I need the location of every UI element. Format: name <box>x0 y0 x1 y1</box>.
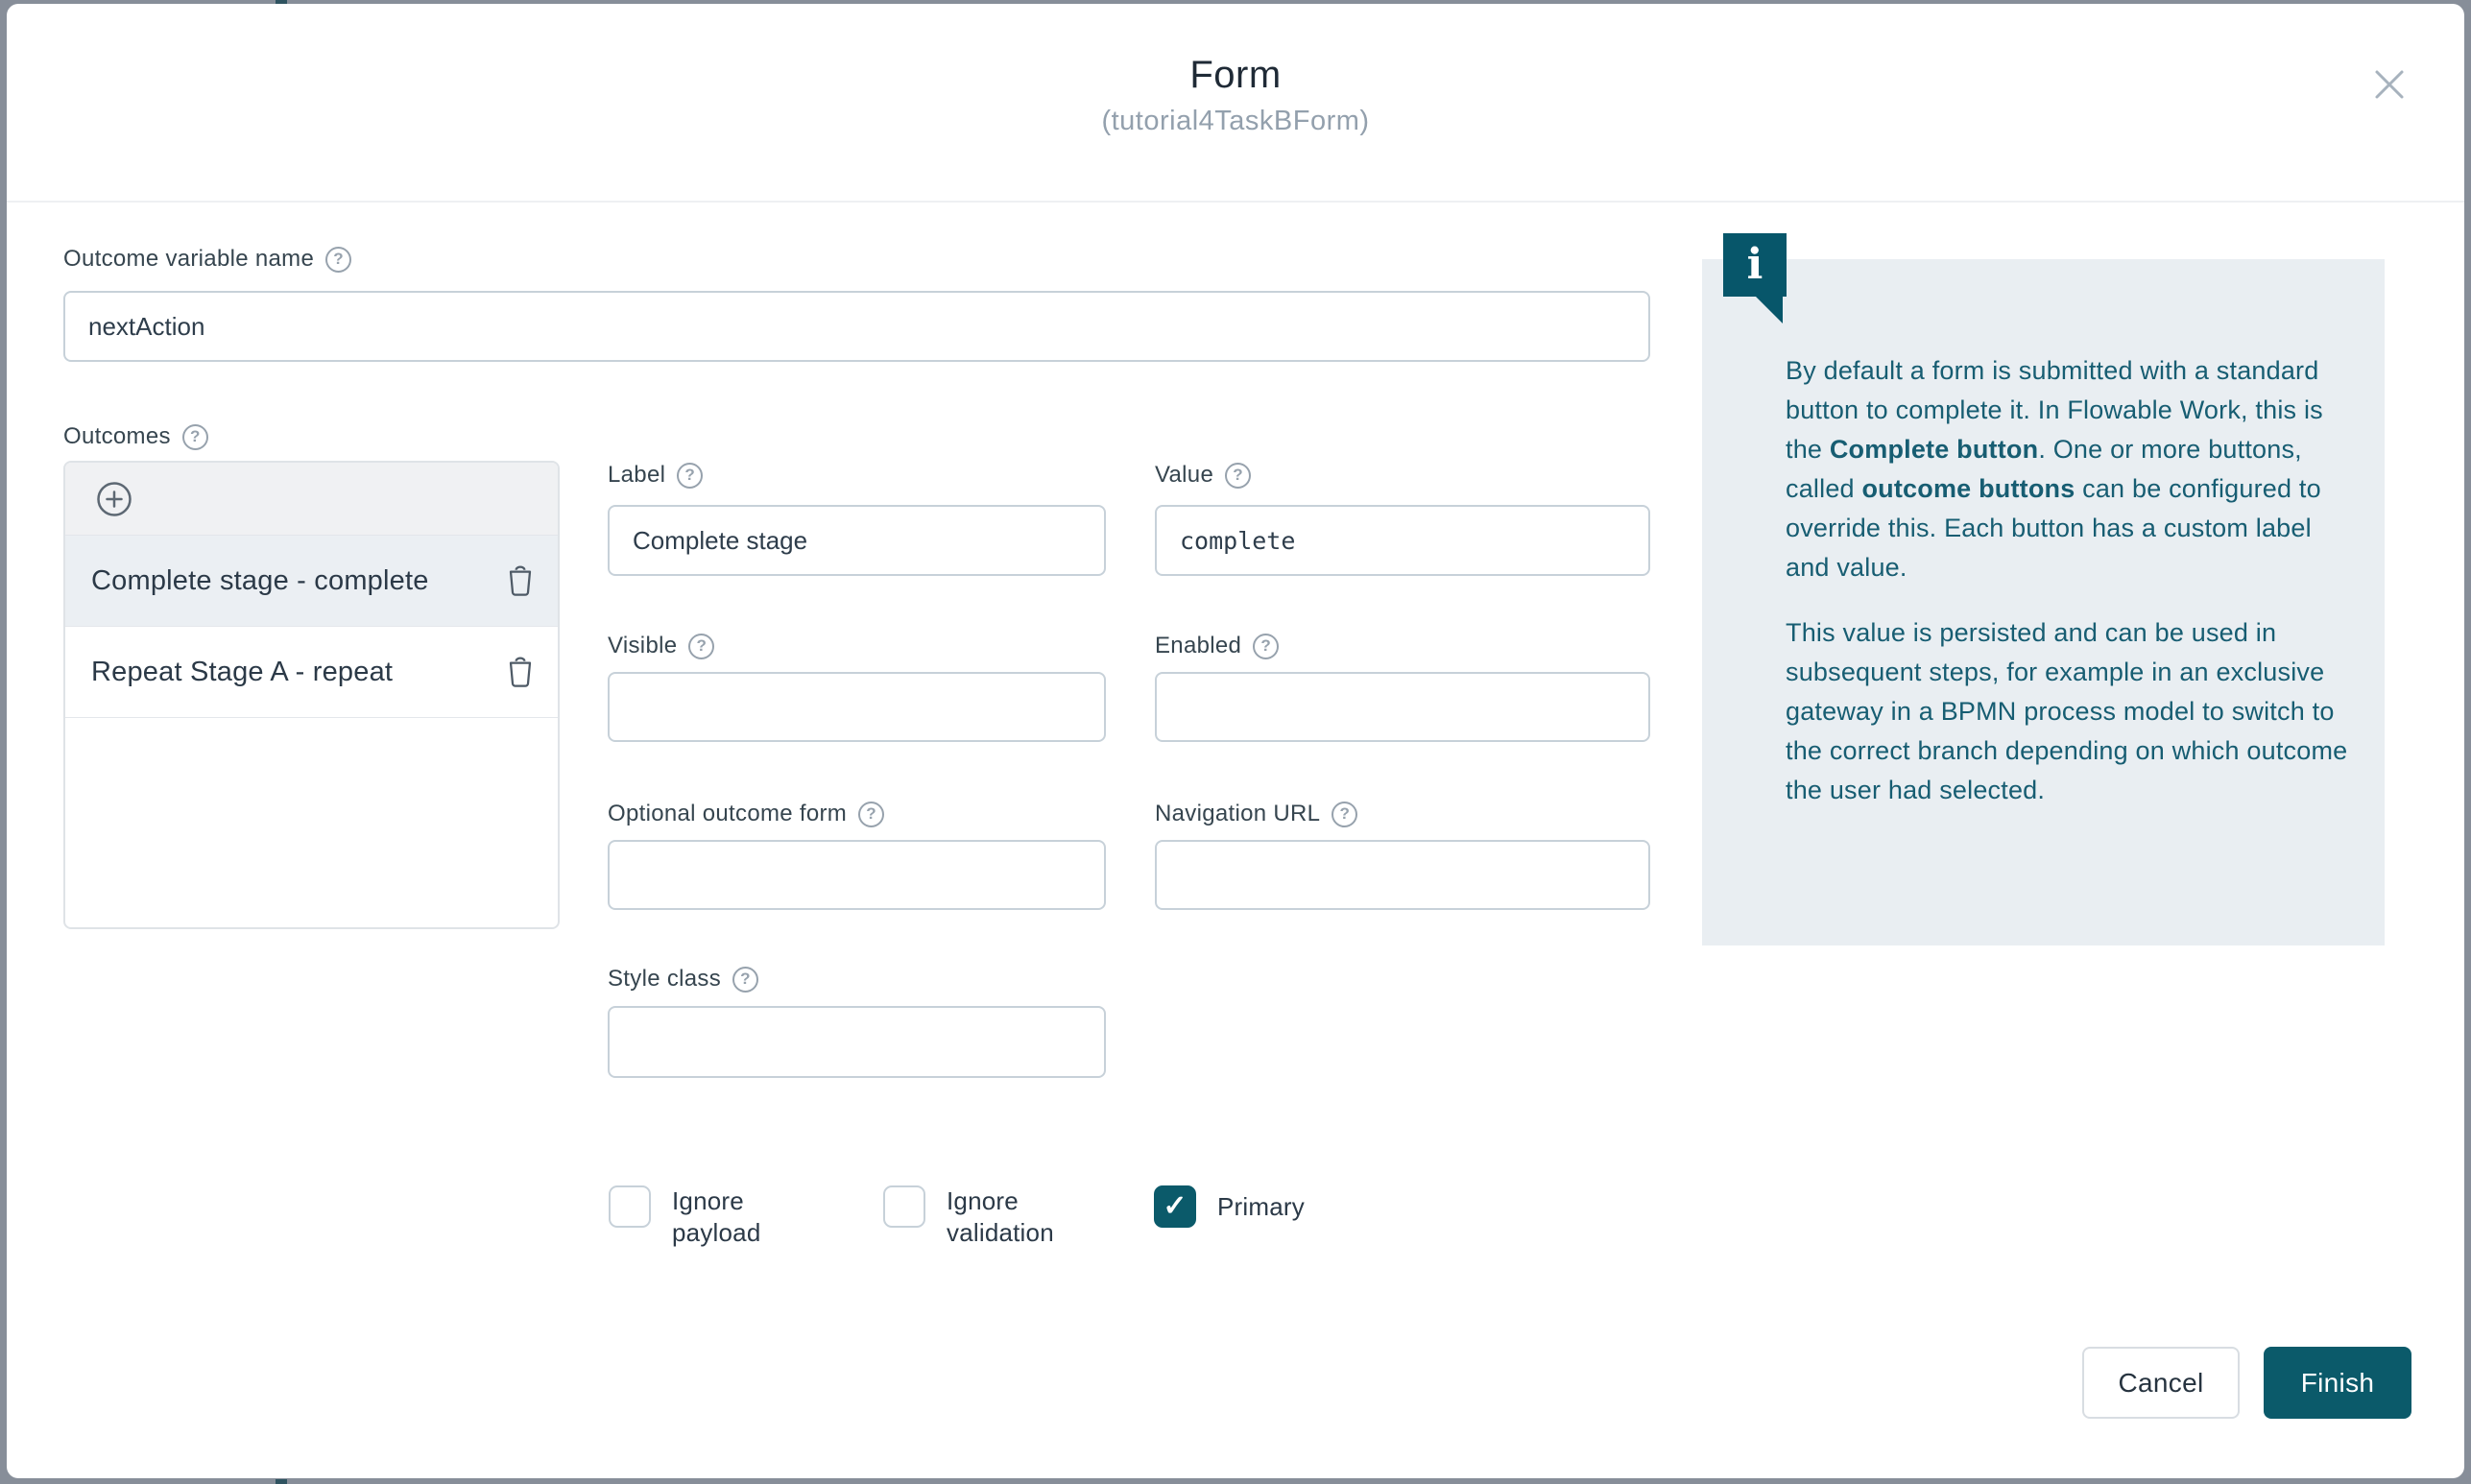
cancel-button[interactable]: Cancel <box>2082 1347 2240 1419</box>
delete-outcome-button[interactable] <box>506 564 535 597</box>
navigation-url-label: Navigation URL ? <box>1155 800 1357 828</box>
enabled-input[interactable] <box>1155 672 1650 742</box>
optional-outcome-form-label: Optional outcome form ? <box>608 800 884 828</box>
ignore-payload-checkbox[interactable] <box>609 1185 868 1249</box>
outcome-variable-name-input[interactable] <box>63 291 1650 362</box>
checkbox-box[interactable] <box>1154 1185 1196 1228</box>
checkbox-label: Ignore validation <box>947 1186 1054 1247</box>
info-icon-tail <box>1756 297 1783 323</box>
delete-outcome-button[interactable] <box>506 656 535 688</box>
outcomes-list-header <box>65 463 558 536</box>
visible-input[interactable] <box>608 672 1106 742</box>
add-outcome-button[interactable] <box>96 481 132 517</box>
form-dialog <box>7 4 2464 1478</box>
info-panel <box>1702 259 2385 945</box>
help-icon[interactable]: ? <box>182 424 208 450</box>
help-icon[interactable]: ? <box>1225 463 1251 489</box>
style-class-input[interactable] <box>608 1006 1106 1078</box>
label-field-label: Label ? <box>608 461 703 490</box>
dialog-subtitle: (tutorial4TaskBForm) <box>1101 106 1370 136</box>
outcomes-list <box>63 461 560 929</box>
info-paragraph-2: This value is persisted and can be used in subsequent steps, for example in an exclusive gateway in a BPMN process model to switch to the correct branch depending on which outcome the user had selected. <box>1786 618 2348 804</box>
check-icon: ✓ <box>1163 1190 1188 1222</box>
value-input[interactable] <box>1155 505 1650 576</box>
outcome-variable-name-label: Outcome variable name ? <box>63 245 351 274</box>
trash-icon <box>506 656 535 688</box>
optional-outcome-form-input[interactable] <box>608 840 1106 910</box>
outcomes-label: Outcomes ? <box>63 422 208 451</box>
enabled-field-label: Enabled ? <box>1155 632 1279 660</box>
help-icon[interactable]: ? <box>677 463 703 489</box>
checkbox-label: Primary <box>1217 1191 1305 1221</box>
trash-icon <box>506 564 535 597</box>
close-icon <box>2373 68 2406 101</box>
outcome-list-item[interactable]: Repeat Stage A - repeat <box>65 627 558 718</box>
checkbox-box[interactable] <box>609 1185 651 1228</box>
help-icon[interactable]: ? <box>858 802 884 827</box>
visible-field-label: Visible ? <box>608 632 714 660</box>
navigation-url-input[interactable] <box>1155 840 1650 910</box>
label-input[interactable] <box>608 505 1106 576</box>
dialog-title: Form <box>1189 54 1282 96</box>
help-icon[interactable]: ? <box>1253 634 1279 659</box>
info-icon: i <box>1723 233 1787 297</box>
checkbox-box[interactable] <box>883 1185 925 1228</box>
backdrop-accent-bottom <box>276 1479 287 1484</box>
primary-checkbox[interactable] <box>1154 1185 1305 1228</box>
close-button[interactable] <box>2368 63 2411 106</box>
value-field-label: Value ? <box>1155 461 1251 490</box>
header-divider <box>7 201 2464 203</box>
help-icon[interactable]: ? <box>325 247 351 273</box>
ignore-validation-checkbox[interactable] <box>883 1185 1152 1249</box>
help-icon[interactable]: ? <box>688 634 714 659</box>
help-icon[interactable]: ? <box>732 967 758 993</box>
plus-circle-icon <box>96 481 132 517</box>
outcome-list-item[interactable]: Complete stage - complete <box>65 536 558 627</box>
help-icon[interactable]: ? <box>1331 802 1357 827</box>
info-paragraph-1: By default a form is submitted with a standard button to complete it. In Flowable Work, this is the Complete button. One or more buttons, called outcome buttons can be configured to override this. Each button has a custom label and value. <box>1786 356 2323 582</box>
style-class-label: Style class ? <box>608 965 758 993</box>
checkbox-label: Ignore payload <box>672 1186 761 1247</box>
finish-button[interactable]: Finish <box>2264 1347 2411 1419</box>
